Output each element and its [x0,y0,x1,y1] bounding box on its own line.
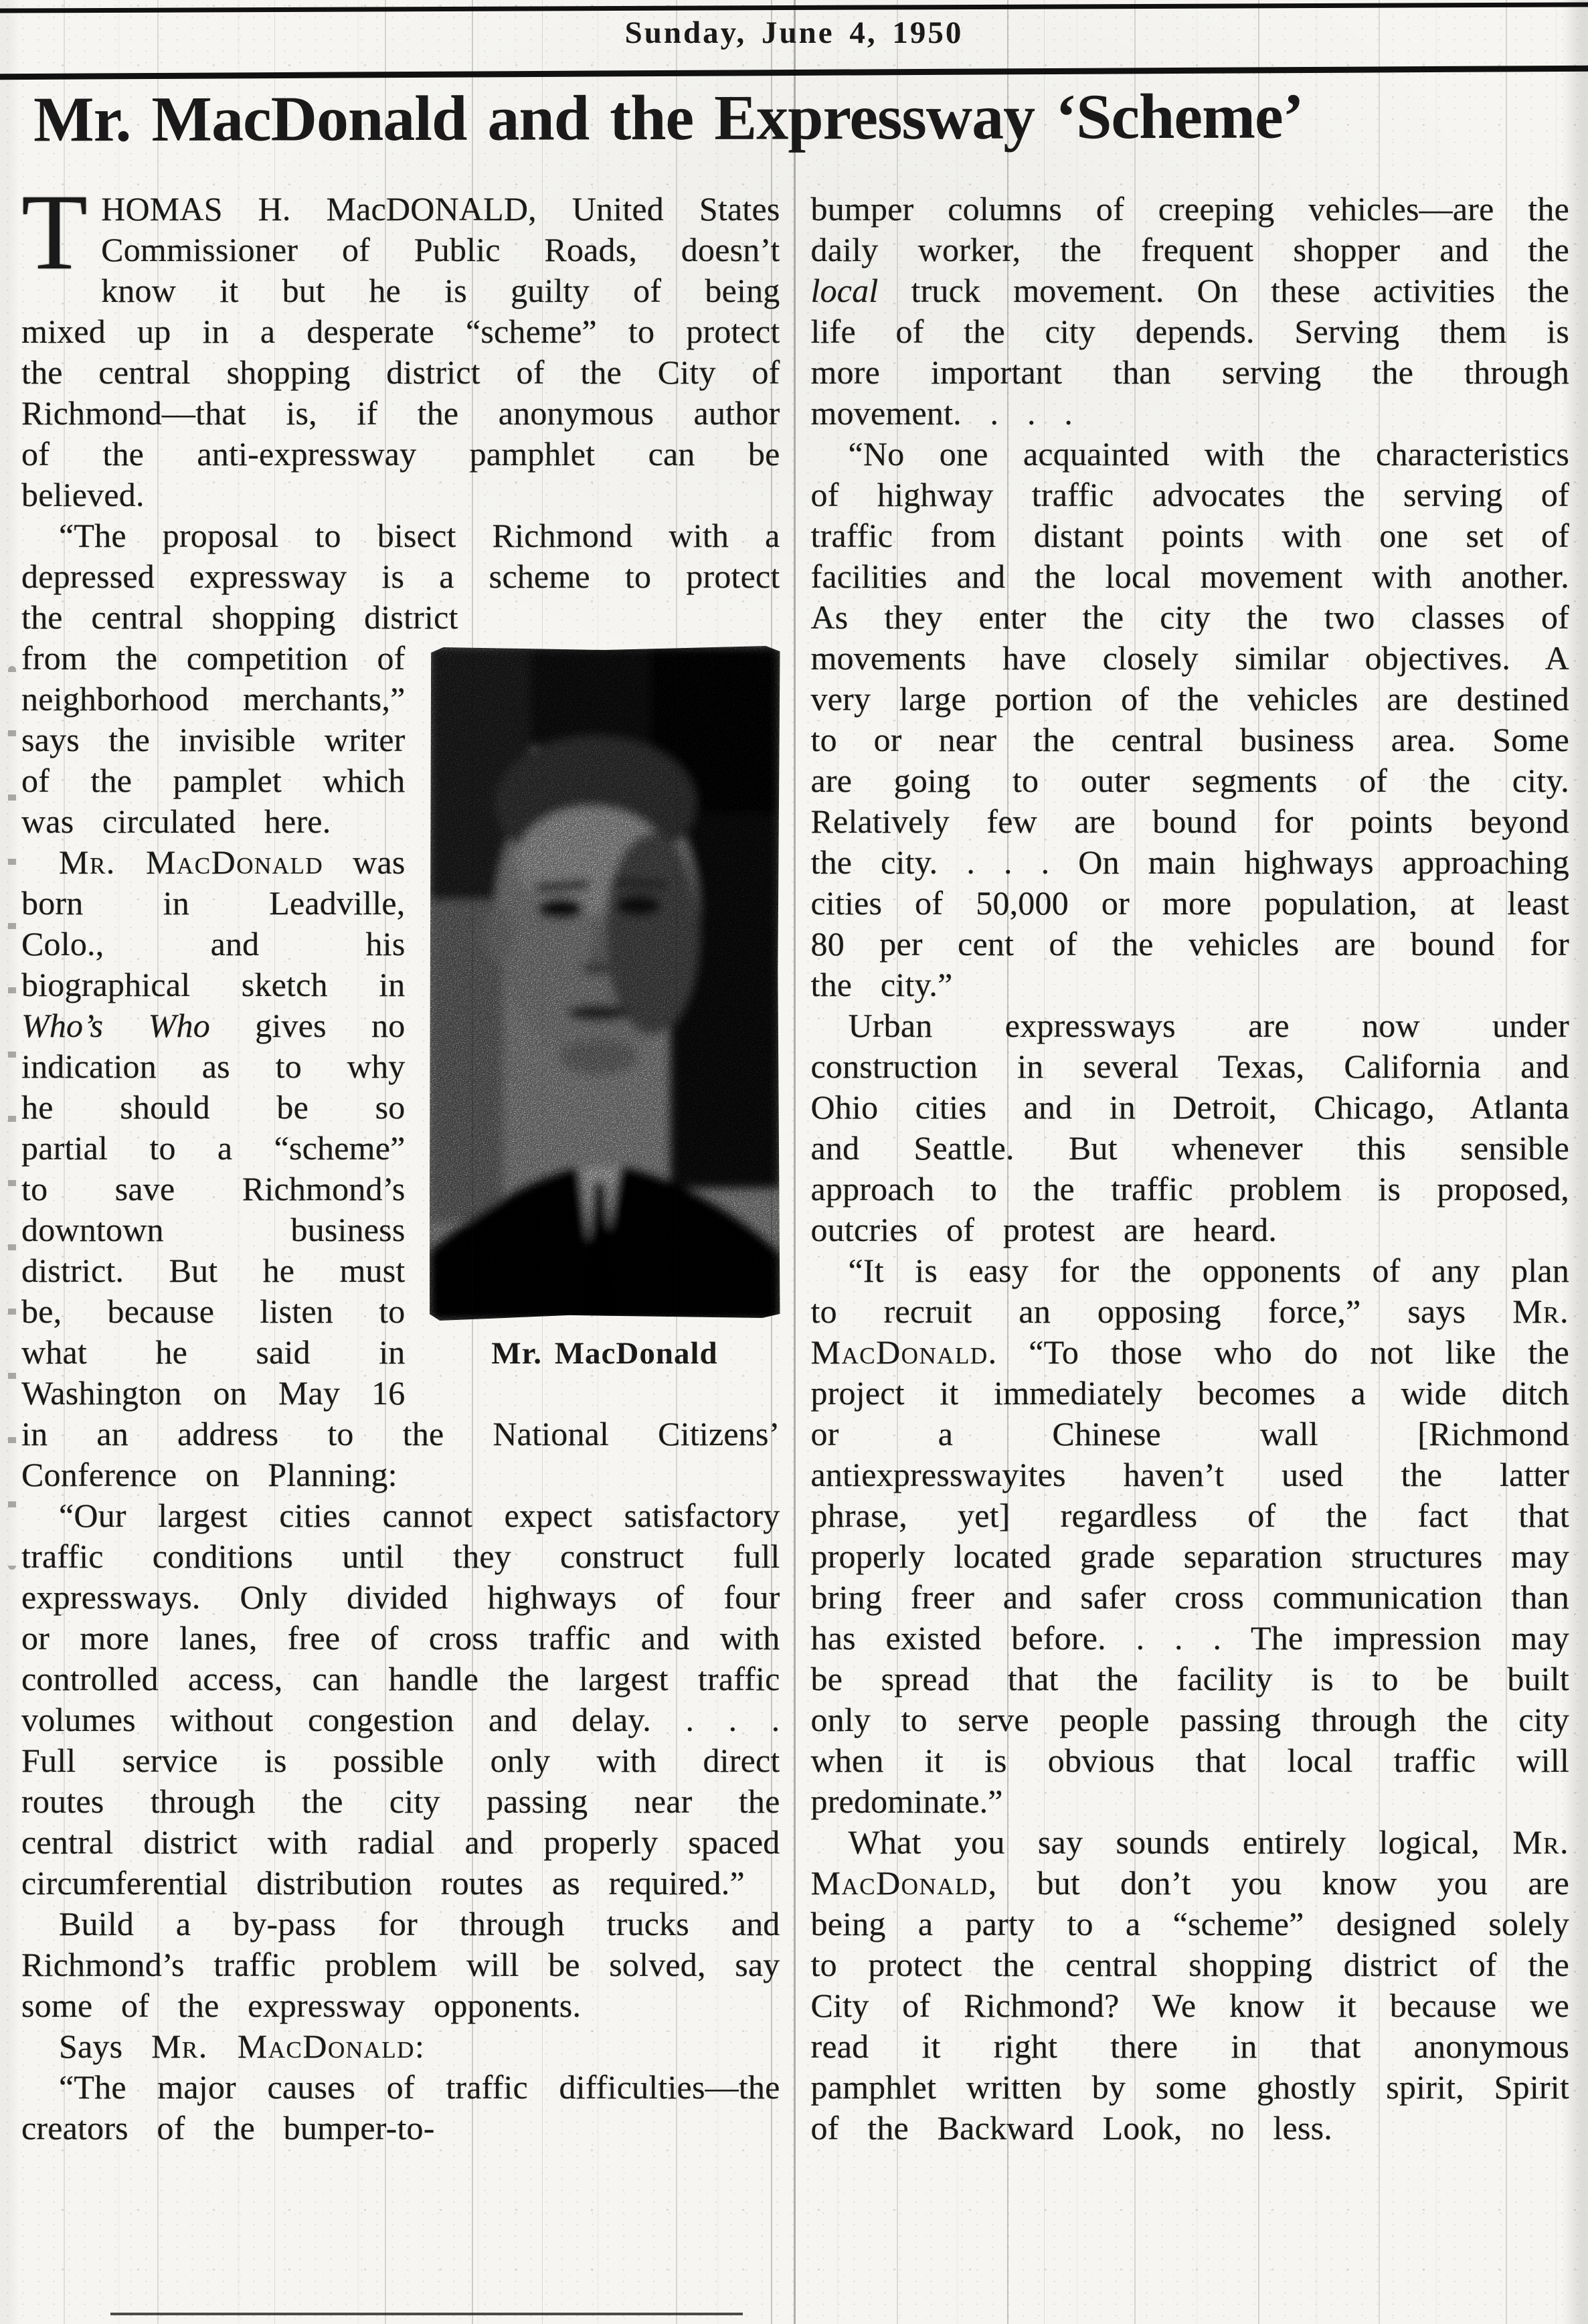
right-column [811,189,1570,2324]
paragraph: Says Mr. MacDonald: [59,2027,425,2065]
paragraph: “No one acquainted with the characteristics of highway traffic advocates the serving of traffic from distant points with one set of facilities and the local movement with another. As they enter the city the two classes of movements have closely similar objectives. A very large portion of the vehicles are destined to or near the central business area. Some are going to outer segments of the city. Relatively few are bound for points beyond the city. . . . On main highways approaching cities of 50,000 or more population, at least 80 per cent of the vehicles are bound for the city.” [810,435,1569,1003]
paragraph: from the competition of neighborhood merchants,” says the invisible writer of the pamplet which was circulated here. [21,639,406,840]
date-text: Sunday, June 4, 1950 [624,15,964,50]
photo-caption: Mr. MacDonald [491,1336,718,1371]
paragraph: “Our largest cities cannot expect satisfactory traffic conditions until they construct full expressways. Only divided highways of four or more lanes, free of cross traffic and with controlled access, can handle the largest traffic volumes without congestion and delay. . . . Full service is possible only with direct routes through the city passing near the central district with radial and properly spaced circumferential distribution routes as required.” [21,1497,780,1902]
paragraph: Build a by-pass for through trucks and Richmond’s traffic problem will be solved, say some of the expressway opponents. [21,1905,780,2024]
paragraph: THOMAS H. MacDONALD, United States Commissioner of Public Roads, doesn’t know it but he is guilty of being mixed up in a desperate “scheme” to protect the central shopping district of the City of Richmond—that is, if the anonymous author of the anti-expressway pamphlet can be believed. [21,189,780,513]
paragraph: bumper columns of creeping vehicles—are the daily worker, the frequent shopper and the local truck movement. On these activities the life of the city depends. Serving them is more important than serving the through movement. . . . [810,190,1569,432]
article-headline: Mr. MacDonald and the Expressway ‘Scheme’ [33,80,1304,155]
macdonald-photo-figure [430,646,780,1372]
dateline-rule-divider [0,66,1588,80]
top-rule-divider [0,2,1588,13]
paragraph: “The proposal to bisect Richmond with a depressed expressway is a scheme to protect the central shopping district [21,517,780,636]
dateline [0,15,1588,51]
paragraph: Mr. MacDonald was born in Leadville, Colo., and his biographical sketch in Who’s Who gives no indication as to why he should be so partial to a “scheme” to save Richmond’s downtown business district. But he must be, because listen to what he said in Washington on May 16 in an address to the National Citizens’ Conference on Planning: [21,843,780,1493]
article-body [21,189,1569,2324]
paragraph: “The major causes of traffic difficulties—the creators of the bumper-to- [21,2068,780,2147]
paragraph: What you say sounds entirely logical, Mr. MacDonald, but don’t you know you are being a party to a “scheme” designed solely to protect the central shopping district of the City of Richmond? We know it because we read it right there in that anonymous pamphlet written by some ghostly spirit, Spirit of the Backward Look, no less. [810,1823,1569,2147]
left-column [21,189,780,2324]
portrait-photo [430,646,780,1321]
paragraph: “It is easy for the opponents of any plan to recruit an opposing force,” says Mr. MacDonald. “To those who do not like the project it immediately becomes a wide ditch or a Chinese wall [Richmond antiexpresswayites haven’t used the latter phrase, yet] regardless of the fact that properly located grade separation structures may bring freer and safer cross communication than has existed before. . . . The impression may be spread that the facility is to be built only to serve people passing through the city when it is obvious that local traffic will predominate.” [810,1252,1569,1820]
paragraph: Urban expressways are now under construction in several Texas, California and Ohio cities and in Detroit, Chicago, Atlanta and Seattle. But whenever this sensible approach to the traffic problem is proposed, outcries of protest are heard. [810,1007,1569,1248]
ink-blot-margin-marks [8,666,16,1570]
